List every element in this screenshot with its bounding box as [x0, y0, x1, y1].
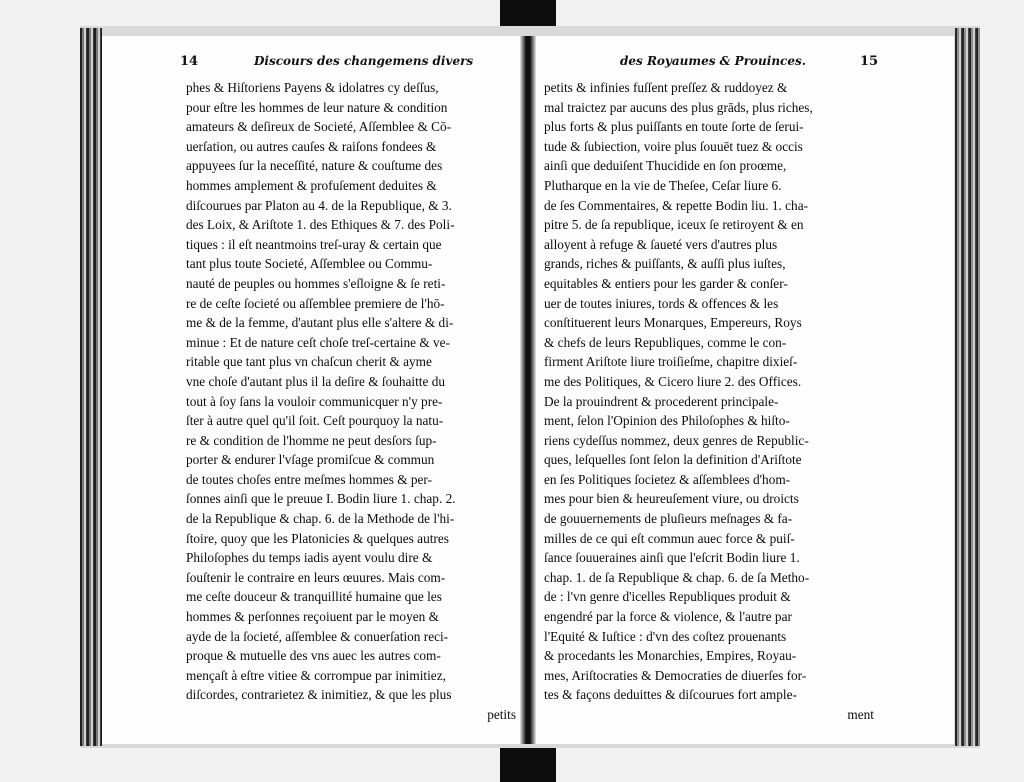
text-line: tes & façons deduittes & diſcourues fort ample-	[544, 687, 797, 703]
text-line: proque & mutuelle des vns auec les autres com-	[186, 648, 441, 664]
text-line: engendré par la force & violence, & l'autre par	[544, 609, 792, 625]
text-line: tout à ſoy ſans la vouloir communicquer n'y pre-	[186, 393, 443, 409]
text-line: plus forts & plus puiſſants en toute ſorte de ſerui-	[544, 119, 804, 135]
text-line: mes, Ariſtocraties & Democraties de diuerſes for-	[544, 667, 807, 683]
text-line: me des Politiques, & Cicero liure 2. des Offices.	[544, 373, 802, 389]
text-line: ment, ſelon l'Opinion des Philoſophes & hiſto-	[544, 413, 790, 429]
text-line: De la prouindrent & procederent principale-	[544, 393, 779, 409]
text-line: Plutharque en la vie de Theſee, Ceſar liure 6.	[544, 177, 782, 193]
text-line: riens cydeſſus nommez, deux genres de Republic-	[544, 432, 809, 448]
right-text-block	[544, 78, 874, 725]
text-line: pitre 5. de ſa republique, iceux ſe retiroyent & en	[544, 217, 804, 233]
text-line: amateurs & deſireux de Societé, Aſſemblee & Cō-	[186, 119, 452, 135]
text-line: ques, leſquelles ſont ſelon la definition d'Ariſtote	[544, 452, 802, 468]
text-line: mes pour bien & heureuſement viure, ou droicts	[544, 491, 799, 507]
text-line: tant plus toute Societé, Aſſemblee ou Commu-	[186, 256, 433, 272]
text-line: ritable que tant plus vn chaſcun cherit & ayme	[186, 354, 432, 370]
text-line: me ceſte douceur & tranquillité humaine que les	[186, 589, 442, 605]
text-line: Philoſophes du temps iadis ayent voulu dire &	[186, 550, 433, 566]
text-line: l'Equité & Iuſtice : d'vn des coſtez prouenants	[544, 628, 787, 644]
text-line: minue : Et de nature ceſt choſe treſ-certaine & ve-	[186, 334, 450, 350]
catchword: ment	[847, 707, 874, 722]
text-line: des Loix, & Ariſtote 1. des Ethiques & 7. des Poli-	[186, 217, 455, 233]
text-line: & chefs de leurs Republiques, comme le con-	[544, 334, 787, 350]
text-line: ſouſtenir le contraire en leurs œuures. Mais com-	[186, 569, 446, 585]
text-line: milles de ce qui eſt commun auec force & puiſ-	[544, 530, 795, 546]
text-line: diſcourues par Platon au 4. de la Republique, & 3.	[186, 197, 452, 213]
text-line: pour eſtre les hommes de leur nature & condition	[186, 99, 448, 115]
text-line: grands, riches & puiſſants, & auſſi plus iuſtes,	[544, 256, 786, 272]
text-line: tiques : il eſt neantmoins treſ-uray & certain que	[186, 236, 442, 252]
text-line: nauté de peuples ou hommes s'eſloigne & ſe reti-	[186, 275, 446, 291]
text-line: ainſi que deduiſent Thucidide en ſon proœme,	[544, 158, 787, 174]
text-line: & procedants les Monarchies, Empires, Royau-	[544, 648, 797, 664]
text-line: uer de toutes iniures, tords & offences & les	[544, 295, 779, 311]
text-line: de gouuernements de pluſieurs meſnages & fa-	[544, 511, 793, 527]
right-running-head: des Royaumes & Prouinces.	[620, 54, 806, 68]
catchword: petits	[487, 707, 516, 722]
text-line: alloyent à refuge & ſaueté vers d'autres plus	[544, 236, 778, 252]
text-line: vne choſe d'autant plus il la deſire & ſouhaitte du	[186, 373, 446, 389]
text-line: de ſes Commentaires, & repette Bodin liu. 1. cha-	[544, 197, 809, 213]
text-line: mençaſt à eſtre vitiee & corrompue par inimitiez,	[186, 667, 446, 683]
text-line: de la Republique & chap. 6. de la Methode de l'hi-	[186, 511, 455, 527]
text-line: de : l'vn genre d'icelles Republiques produit &	[544, 589, 791, 605]
left-page-number: 14	[180, 54, 199, 69]
text-line: hommes amplement & profuſement deduites &	[186, 177, 437, 193]
book-spine-bottom	[500, 746, 556, 782]
text-line: conſtituerent leurs Monarques, Empereurs, Roys	[544, 315, 802, 331]
right-page-edges	[955, 28, 980, 746]
text-line: ſtoire, quoy que les Platonicies & quelques autres	[186, 530, 449, 546]
text-line: petits & infinies fuſſent preſſez & ruddoyez &	[544, 80, 788, 95]
text-line: appuyees ſur la neceſſité, nature & couſtume des	[186, 158, 443, 174]
text-line: firment Ariſtote liure troiſieſme, chapitre dixieſ-	[544, 354, 798, 370]
text-line: hommes & perſonnes reçoiuent par le moyen &	[186, 609, 439, 625]
text-line: ſance ſouueraines ainſi que l'eſcrit Bodin liure 1.	[544, 550, 800, 566]
text-line: uerſation, ou autres cauſes & raiſons fondees &	[186, 138, 437, 154]
text-line: en ſes Politiques ſocietez & aſſemblees d'hom-	[544, 471, 791, 487]
text-line: me & de la femme, d'autant plus elle s'altere & di-	[186, 315, 454, 331]
text-line: tude & ſubiection, voire plus ſouuēt tuez & occis	[544, 138, 803, 154]
text-line: mal traictez par aucuns des plus grāds, plus riches,	[544, 99, 813, 115]
left-running-head: Discours des changemens divers	[254, 54, 474, 68]
text-line: porter & endurer l'vſage promiſcue & commun	[186, 452, 435, 468]
right-page-number: 15	[860, 54, 879, 69]
text-line: ayde de la ſocieté, aſſemblee & conuerſation reci-	[186, 628, 449, 644]
left-page-edges	[80, 28, 102, 746]
text-line: diſcordes, contrarietez & inimitiez, & que les plus	[186, 687, 452, 703]
text-line: phes & Hiſtoriens Payens & idolatres cy deſſus,	[186, 80, 439, 95]
left-text-block	[186, 78, 516, 725]
text-line: chap. 1. de ſa Republique & chap. 6. de ſa Metho-	[544, 569, 810, 585]
text-line: re de ceſte ſocieté ou aſſemblee premiere de l'hō-	[186, 295, 445, 311]
book-gutter	[520, 36, 536, 744]
text-line: re & condition de l'homme ne peut desſors ſup-	[186, 432, 437, 448]
text-line: ſonnes ainſi que le preuue I. Bodin liure 1. chap. 2.	[186, 491, 456, 507]
text-line: ſter à autre quel qu'il ſoit. Ceſt pourquoy la natu-	[186, 413, 444, 429]
text-line: de toutes choſes entre meſmes hommes & per-	[186, 471, 433, 487]
text-line: equitables & entiers pour les garder & conſer-	[544, 275, 788, 291]
